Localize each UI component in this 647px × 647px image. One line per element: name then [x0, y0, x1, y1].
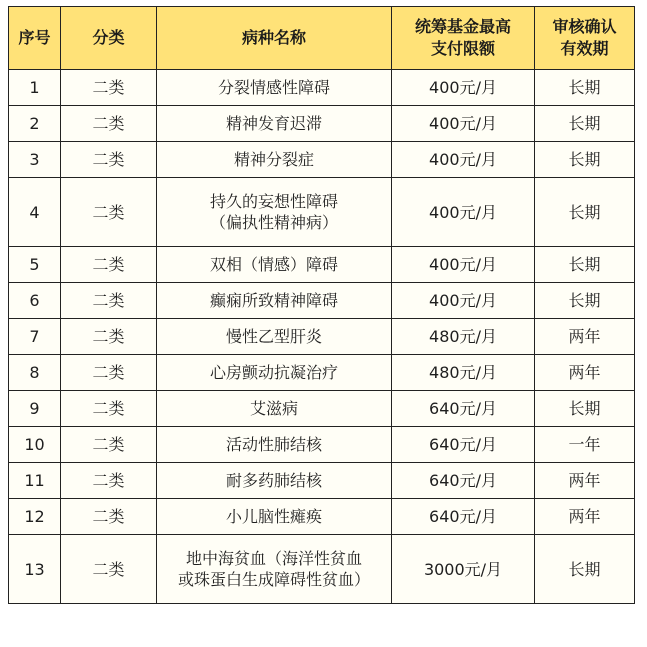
cell-category: 二类 — [61, 499, 157, 535]
cell-limit: 640元/月 — [392, 499, 535, 535]
disease-payment-table — [8, 6, 635, 604]
cell-category: 二类 — [61, 70, 157, 106]
cell-limit: 400元/月 — [392, 178, 535, 247]
table-row — [9, 355, 635, 391]
cell-category: 二类 — [61, 463, 157, 499]
cell-limit: 400元/月 — [392, 283, 535, 319]
cell-no: 3 — [9, 142, 61, 178]
cell-disease: 活动性肺结核 — [157, 427, 392, 463]
cell-no: 5 — [9, 247, 61, 283]
cell-no: 11 — [9, 463, 61, 499]
cell-disease: 精神分裂症 — [157, 142, 392, 178]
table-row — [9, 178, 635, 247]
cell-validity: 长期 — [535, 283, 635, 319]
cell-category: 二类 — [61, 427, 157, 463]
cell-validity: 长期 — [535, 70, 635, 106]
disease-table-container — [8, 6, 634, 641]
cell-no: 12 — [9, 499, 61, 535]
table-header-row — [9, 7, 635, 70]
cell-validity: 两年 — [535, 463, 635, 499]
cell-no: 6 — [9, 283, 61, 319]
cell-validity: 长期 — [535, 106, 635, 142]
cell-category: 二类 — [61, 142, 157, 178]
table-row — [9, 463, 635, 499]
table-row — [9, 70, 635, 106]
cell-category: 二类 — [61, 247, 157, 283]
table-row — [9, 283, 635, 319]
cell-disease: 小儿脑性瘫痪 — [157, 499, 392, 535]
header-no: 序号 — [9, 7, 61, 70]
cell-no: 1 — [9, 70, 61, 106]
cell-no: 4 — [9, 178, 61, 247]
cell-limit: 640元/月 — [392, 391, 535, 427]
cell-category: 二类 — [61, 355, 157, 391]
cell-no: 7 — [9, 319, 61, 355]
header-category: 分类 — [61, 7, 157, 70]
cell-no: 10 — [9, 427, 61, 463]
table-row — [9, 499, 635, 535]
cell-limit: 400元/月 — [392, 247, 535, 283]
cell-validity: 两年 — [535, 499, 635, 535]
cell-validity: 两年 — [535, 319, 635, 355]
cell-disease: 持久的妄想性障碍 （偏执性精神病） — [157, 178, 392, 247]
cell-no: 8 — [9, 355, 61, 391]
table-row — [9, 391, 635, 427]
cell-validity: 一年 — [535, 427, 635, 463]
cell-disease: 分裂情感性障碍 — [157, 70, 392, 106]
cell-category: 二类 — [61, 283, 157, 319]
cell-limit: 400元/月 — [392, 70, 535, 106]
cell-validity: 长期 — [535, 535, 635, 604]
cell-limit: 480元/月 — [392, 319, 535, 355]
cell-category: 二类 — [61, 178, 157, 247]
table-row — [9, 319, 635, 355]
cell-disease: 双相（情感）障碍 — [157, 247, 392, 283]
cell-limit: 3000元/月 — [392, 535, 535, 604]
cell-disease: 心房颤动抗凝治疗 — [157, 355, 392, 391]
cell-validity: 两年 — [535, 355, 635, 391]
cell-disease: 耐多药肺结核 — [157, 463, 392, 499]
cell-disease: 艾滋病 — [157, 391, 392, 427]
table-row — [9, 106, 635, 142]
table-row — [9, 142, 635, 178]
cell-disease: 慢性乙型肝炎 — [157, 319, 392, 355]
table-row — [9, 427, 635, 463]
cell-no: 9 — [9, 391, 61, 427]
cell-validity: 长期 — [535, 247, 635, 283]
cell-limit: 640元/月 — [392, 427, 535, 463]
cell-category: 二类 — [61, 319, 157, 355]
table-row — [9, 535, 635, 604]
cell-limit: 640元/月 — [392, 463, 535, 499]
cell-disease: 地中海贫血（海洋性贫血 或珠蛋白生成障碍性贫血） — [157, 535, 392, 604]
cell-category: 二类 — [61, 106, 157, 142]
table-row — [9, 247, 635, 283]
header-payment-limit: 统筹基金最高 支付限额 — [392, 7, 535, 70]
cell-category: 二类 — [61, 391, 157, 427]
cell-limit: 400元/月 — [392, 106, 535, 142]
cell-no: 13 — [9, 535, 61, 604]
header-validity: 审核确认 有效期 — [535, 7, 635, 70]
cell-validity: 长期 — [535, 142, 635, 178]
cell-category: 二类 — [61, 535, 157, 604]
cell-limit: 400元/月 — [392, 142, 535, 178]
header-disease-name: 病种名称 — [157, 7, 392, 70]
cell-validity: 长期 — [535, 391, 635, 427]
cell-disease: 癫痫所致精神障碍 — [157, 283, 392, 319]
cell-disease: 精神发育迟滞 — [157, 106, 392, 142]
cell-no: 2 — [9, 106, 61, 142]
cell-validity: 长期 — [535, 178, 635, 247]
cell-limit: 480元/月 — [392, 355, 535, 391]
